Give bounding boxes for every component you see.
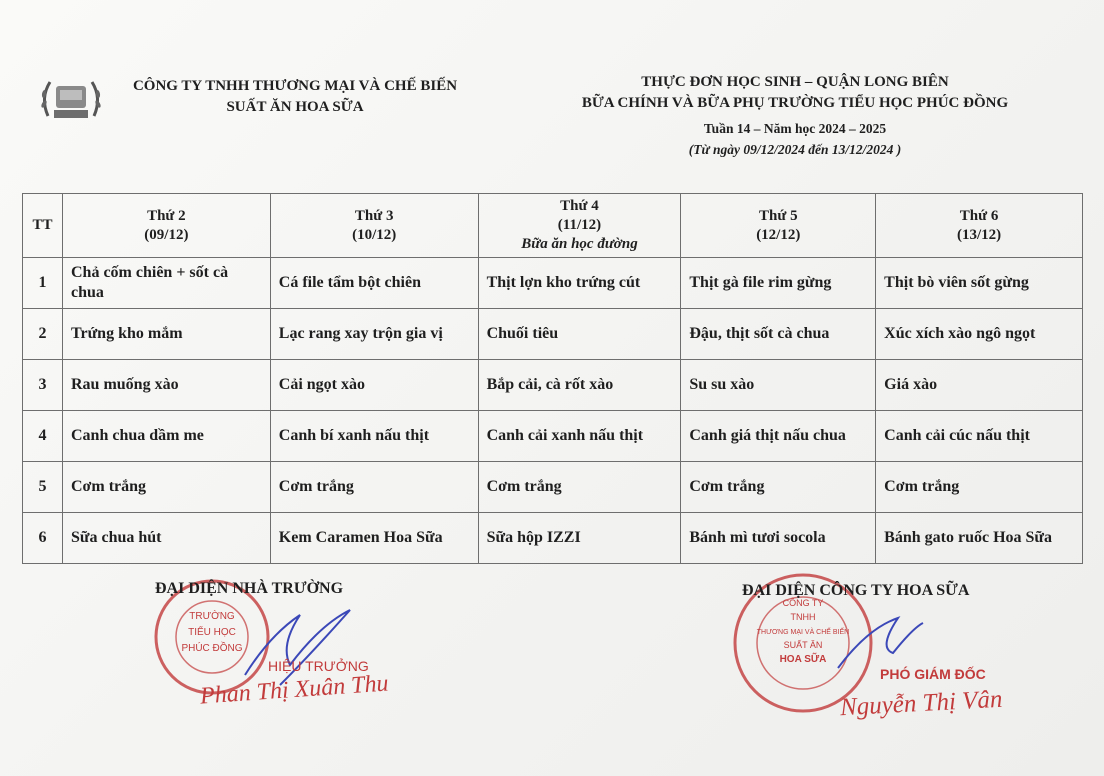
menu-date-range: (Từ ngày 09/12/2024 đến 13/12/2024 ) (688, 142, 902, 157)
menu-table (22, 193, 1083, 564)
menu-cell: Bánh mì tươi socola (681, 513, 876, 564)
menu-cell: Bánh gato ruốc Hoa Sữa (876, 513, 1083, 564)
day-header: Thứ 5 (12/12) (681, 194, 876, 258)
menu-cell: Cơm trắng (270, 462, 478, 513)
menu-cell: Canh bí xanh nấu thịt (270, 411, 478, 462)
menu-cell: Cơm trắng (62, 462, 270, 513)
row-number: 5 (23, 462, 63, 513)
menu-week: Tuần 14 – Năm học 2024 – 2025 (703, 121, 887, 136)
row-number: 2 (23, 309, 63, 360)
company-header (110, 76, 480, 118)
day-note: Bữa ăn học đường (521, 236, 638, 252)
menu-cell: Thịt gà file rim gừng (681, 258, 876, 309)
menu-cell: Canh cải cúc nấu thịt (876, 411, 1083, 462)
school-signature-name: Phan Thị Xuân Thu (199, 670, 390, 710)
menu-cell: Lạc rang xay trộn gia vị (270, 309, 478, 360)
company-stamp-line2: TNHH (790, 612, 816, 622)
company-stamp-line1: CÔNG TY (782, 598, 824, 608)
tt-header: TT (23, 194, 63, 258)
company-stamp-line5: HOA SỮA (779, 654, 827, 665)
table-row (23, 513, 1083, 564)
menu-cell: Đậu, thịt sốt cà chua (681, 309, 876, 360)
row-number: 3 (23, 360, 63, 411)
company-signature-name: Nguyễn Thị Vân (839, 685, 1004, 722)
company-name-line2: SUẤT ĂN HOA SỮA (226, 99, 364, 115)
school-principal-role: HIỆU TRƯỞNG (268, 658, 369, 674)
table-row (23, 360, 1083, 411)
day-header: Thứ 4 (11/12) Bữa ăn học đường (478, 194, 681, 258)
table-row (23, 411, 1083, 462)
day-header: Thứ 3 (10/12) (270, 194, 478, 258)
menu-cell: Canh giá thịt nấu chua (681, 411, 876, 462)
day-header: Thứ 2 (09/12) (62, 194, 270, 258)
table-row (23, 258, 1083, 309)
menu-cell: Canh cải xanh nấu thịt (478, 411, 681, 462)
company-deputy-director-role: PHÓ GIÁM ĐỐC (880, 666, 986, 682)
company-stamp-line4: SUẤT ĂN (783, 640, 823, 650)
menu-cell: Canh chua dầm me (62, 411, 270, 462)
menu-cell: Kem Caramen Hoa Sữa (270, 513, 478, 564)
menu-subtitle: BỮA CHÍNH VÀ BỮA PHỤ TRƯỜNG TIỂU HỌC PHÚC ĐỒNG (581, 95, 1009, 111)
menu-header (560, 72, 1030, 160)
company-logo (38, 72, 104, 126)
menu-cell: Chuối tiêu (478, 309, 681, 360)
row-number: 1 (23, 258, 63, 309)
row-number: 6 (23, 513, 63, 564)
menu-cell: Cơm trắng (681, 462, 876, 513)
day-header: Thứ 6 (13/12) (876, 194, 1083, 258)
menu-cell: Bắp cải, cà rốt xào (478, 360, 681, 411)
menu-cell: Thịt lợn kho trứng cút (478, 258, 681, 309)
menu-cell: Cải ngọt xào (270, 360, 478, 411)
menu-cell: Cơm trắng (478, 462, 681, 513)
school-stamp-line1: TRƯỜNG (189, 611, 235, 622)
table-row (23, 462, 1083, 513)
table-header-row (23, 194, 1083, 258)
table-row (23, 309, 1083, 360)
school-representative-title: ĐẠI DIỆN NHÀ TRƯỜNG (155, 580, 344, 597)
menu-cell: Thịt bò viên sốt gừng (876, 258, 1083, 309)
school-stamp-line2: TIỂU HỌC (188, 627, 236, 638)
menu-cell: Cơm trắng (876, 462, 1083, 513)
company-stamp-line3: THƯƠNG MẠI VÀ CHẾ BIẾN (756, 629, 850, 636)
menu-cell: Xúc xích xào ngô ngọt (876, 309, 1083, 360)
company-representative-title: ĐẠI DIỆN CÔNG TY HOA SỮA (742, 582, 970, 599)
menu-cell: Giá xào (876, 360, 1083, 411)
menu-title: THỰC ĐƠN HỌC SINH – QUẬN LONG BIÊN (641, 74, 949, 90)
menu-cell: Sữa chua hút (62, 513, 270, 564)
row-number: 4 (23, 411, 63, 462)
menu-cell: Chả cốm chiên + sốt cà chua (62, 258, 270, 309)
menu-cell: Sữa hộp IZZI (478, 513, 681, 564)
school-stamp-line3: PHÚC ĐỒNG (181, 643, 243, 654)
menu-cell: Trứng kho mắm (62, 309, 270, 360)
company-name-line1: CÔNG TY TNHH THƯƠNG MẠI VÀ CHẾ BIẾN (132, 78, 458, 94)
menu-cell: Su su xào (681, 360, 876, 411)
menu-cell: Rau muống xào (62, 360, 270, 411)
menu-cell: Cá file tẩm bột chiên (270, 258, 478, 309)
